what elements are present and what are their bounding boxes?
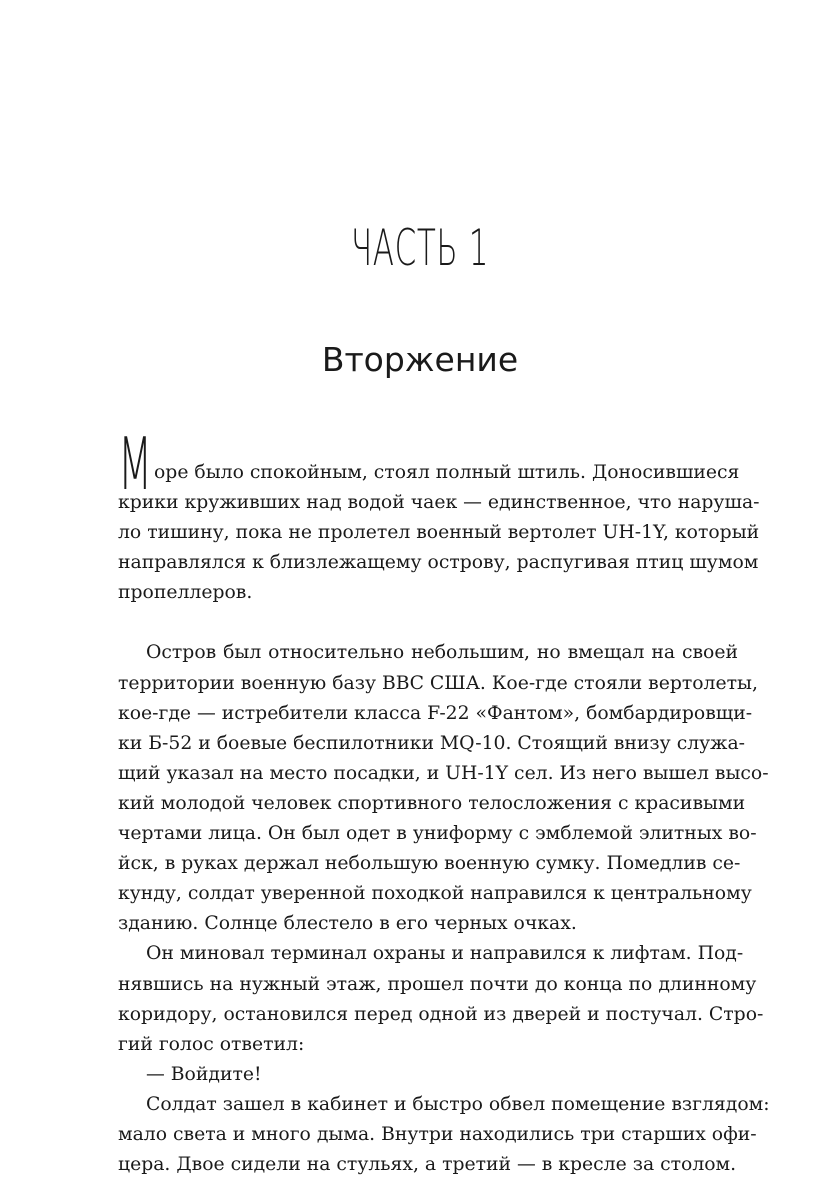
text-line: мало света и много дыма. Внутри находились три старших офи- [118,1123,757,1145]
text-line: оре было спокойным, стоял полный штиль. Доносившиеся [154,462,740,483]
text-line: пропеллеров. [118,582,253,604]
text-line: направлялся к близлежащему острову, распугивая птиц шумом [118,552,759,574]
text-line: чертами лица. Он был одет в униформу с эмблемой элитных во- [118,823,757,845]
text-line: Остров был относительно небольшим, но вмещал на своей [146,642,738,664]
paragraph [118,638,769,939]
text-line: кий молодой человек спортивного телосложения с красивыми [118,792,746,814]
text-line: территории военную базу ВВС США. Кое-где стояли вертолеты, [118,672,758,694]
paragraph [118,1090,770,1180]
chapter-title: Вторжение [321,340,519,379]
drop-cap: М [118,422,153,506]
text-line: Он миновал терминал охраны и направился к лифтам. Под- [146,943,744,965]
part-title: ЧАСТЬ 1 [350,219,490,277]
text-line: щий указал на место посадки, и UH-1Y сел. Из него вышел высо- [118,762,769,784]
text-line: ло тишину, пока не пролетел военный вертолет UH-1Y, который [118,522,760,544]
paragraph [118,1060,738,1090]
text-line: — Войдите! [146,1063,262,1085]
text-line: гий голос ответил: [118,1033,305,1055]
chapter-body [118,422,770,1180]
text-line: Солдат зашел в кабинет и быстро обвел помещение взглядом: [146,1093,770,1115]
text-line: коридору, остановился перед одной из дверей и постучал. Стро- [118,1003,764,1025]
text-line: йск, в руках держал небольшую военную сумку. Помедлив се- [118,853,741,875]
paragraph [118,422,760,608]
text-line: кунду, солдат уверенной походкой направился к центральному [118,883,752,905]
paragraph [118,939,764,1059]
text-line: ки Б-52 и боевые беспилотники MQ-10. Стоящий внизу служа- [118,732,746,754]
text-line: зданию. Солнце блестело в его черных очках. [118,913,577,935]
text-line: цера. Двое сидели на стульях, а третий — в кресле за столом. [118,1154,737,1176]
text-line: нявшись на нужный этаж, прошел почти до конца по длинному [118,973,757,995]
text-line: кое-где — истребители класса F-22 «Фантом», бомбардировщи- [118,702,753,724]
text-line: крики круживших над водой чаек — единственное, что наруша- [118,492,760,514]
